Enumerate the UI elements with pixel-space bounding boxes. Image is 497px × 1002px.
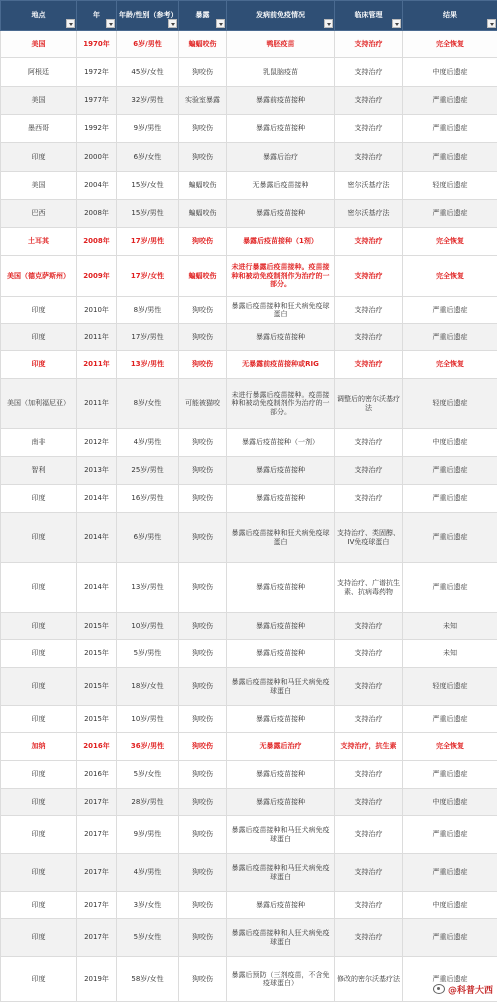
table-row (1, 854, 497, 892)
cell-clinical-management: 支持治疗 (335, 816, 403, 854)
table-row (1, 733, 497, 761)
cell-age-sex: 3岁/女性 (117, 892, 179, 919)
cell-location: 印度 (1, 816, 77, 854)
table-row (1, 640, 497, 668)
cell-outcome: 轻度后遗症 (403, 379, 497, 429)
cell-exposure: 狗咬伤 (179, 640, 227, 668)
cell-immunization: 暴露后疫苗接种（1剂） (227, 228, 335, 256)
cell-age-sex: 17岁/女性 (117, 256, 179, 297)
filter-dropdown-icon[interactable] (392, 19, 401, 28)
cell-immunization: 暴露后疫苗接种 (227, 640, 335, 668)
cell-clinical-management: 支持治疗 (335, 256, 403, 297)
cell-outcome: 未知 (403, 640, 497, 668)
header-outcome[interactable]: 结果 (403, 1, 497, 31)
cell-location: 印度 (1, 706, 77, 733)
filter-dropdown-icon[interactable] (106, 19, 115, 28)
cell-age-sex: 5岁/女性 (117, 761, 179, 789)
filter-dropdown-icon[interactable] (168, 19, 177, 28)
cell-outcome: 严重后遗症 (403, 87, 497, 115)
cell-immunization: 暴露后疫苗接种 (227, 789, 335, 816)
table-row (1, 957, 497, 1002)
cell-year: 2015年 (77, 613, 117, 640)
header-location[interactable]: 地点 (1, 1, 77, 31)
cell-exposure: 狗咬伤 (179, 324, 227, 351)
cell-location: 南非 (1, 429, 77, 457)
cell-immunization: 暴露后疫苗接种和马狂犬病免疫球蛋白 (227, 668, 335, 706)
cell-age-sex: 9岁/男性 (117, 115, 179, 143)
cell-exposure: 狗咬伤 (179, 892, 227, 919)
cell-location: 印度 (1, 640, 77, 668)
cell-location: 土耳其 (1, 228, 77, 256)
table-row (1, 228, 497, 256)
cell-clinical-management: 支持治疗 (335, 789, 403, 816)
table-row (1, 513, 497, 563)
cell-year: 2008年 (77, 228, 117, 256)
cell-location: 印度 (1, 919, 77, 957)
cell-clinical-management: 密尔沃基疗法 (335, 172, 403, 200)
cell-location: 印度 (1, 761, 77, 789)
cell-immunization: 未进行暴露后疫苗接种。疫苗接种和被动免疫制剂作为治疗的一部分。 (227, 256, 335, 297)
cell-age-sex: 13岁/男性 (117, 351, 179, 379)
cell-location: 印度 (1, 957, 77, 1002)
cell-outcome: 严重后遗症 (403, 200, 497, 228)
cell-age-sex: 28岁/男性 (117, 789, 179, 816)
cell-outcome: 完全恢复 (403, 256, 497, 297)
cell-outcome: 严重后遗症 (403, 485, 497, 513)
table-row (1, 200, 497, 228)
cell-location: 美国 (1, 31, 77, 58)
cell-clinical-management: 支持治疗，抗生素 (335, 733, 403, 761)
cell-age-sex: 4岁/男性 (117, 854, 179, 892)
table-row (1, 143, 497, 172)
cell-location: 巴西 (1, 200, 77, 228)
cell-exposure: 蝙蝠咬伤 (179, 31, 227, 58)
table-row (1, 563, 497, 613)
cell-year: 2017年 (77, 816, 117, 854)
cell-outcome: 严重后遗症 (403, 854, 497, 892)
cell-immunization: 暴露后疫苗接种 (227, 613, 335, 640)
cell-outcome: 严重后遗症 (403, 115, 497, 143)
cell-exposure: 狗咬伤 (179, 957, 227, 1002)
cell-outcome: 严重后遗症 (403, 563, 497, 613)
cell-exposure: 狗咬伤 (179, 485, 227, 513)
table-row (1, 919, 497, 957)
cell-exposure: 狗咬伤 (179, 429, 227, 457)
cell-exposure: 狗咬伤 (179, 919, 227, 957)
cell-year: 1972年 (77, 58, 117, 87)
cell-location: 美国（德克萨斯州） (1, 256, 77, 297)
cell-age-sex: 6岁/女性 (117, 143, 179, 172)
cell-location: 印度 (1, 143, 77, 172)
cell-clinical-management: 支持治疗 (335, 854, 403, 892)
cell-year: 2012年 (77, 429, 117, 457)
cell-location: 印度 (1, 854, 77, 892)
cell-outcome: 中度后遗症 (403, 58, 497, 87)
cell-year: 2009年 (77, 256, 117, 297)
cell-clinical-management: 支持治疗 (335, 143, 403, 172)
cell-immunization: 暴露后疫苗接种 (227, 457, 335, 485)
cell-immunization: 暴露后疫苗接种和狂犬病免疫球蛋白 (227, 297, 335, 324)
cell-year: 2004年 (77, 172, 117, 200)
cell-year: 2011年 (77, 379, 117, 429)
cell-year: 1977年 (77, 87, 117, 115)
cell-outcome: 严重后遗症 (403, 324, 497, 351)
cell-location: 智利 (1, 457, 77, 485)
cell-location: 印度 (1, 297, 77, 324)
cell-exposure: 蝙蝠咬伤 (179, 172, 227, 200)
table-row (1, 58, 497, 87)
cell-immunization: 乳鼠脑疫苗 (227, 58, 335, 87)
cell-outcome: 严重后遗症 (403, 919, 497, 957)
cell-immunization: 暴露后疫苗接种 (227, 324, 335, 351)
cell-clinical-management: 支持治疗 (335, 115, 403, 143)
header-immunization[interactable]: 发病前免疫情况 (227, 1, 335, 31)
cell-year: 2014年 (77, 485, 117, 513)
cell-year: 2011年 (77, 351, 117, 379)
table-row (1, 429, 497, 457)
header-clinical-management[interactable]: 临床管理 (335, 1, 403, 31)
cell-location: 美国 (1, 172, 77, 200)
cell-outcome: 严重后遗症 (403, 457, 497, 485)
cell-clinical-management: 支持治疗、类固醇、IV免疫球蛋白 (335, 513, 403, 563)
cell-location: 墨西哥 (1, 115, 77, 143)
cell-year: 1970年 (77, 31, 117, 58)
cell-age-sex: 6岁/男性 (117, 513, 179, 563)
cell-clinical-management: 支持治疗 (335, 485, 403, 513)
cell-age-sex: 5岁/女性 (117, 919, 179, 957)
cell-exposure: 狗咬伤 (179, 297, 227, 324)
header-age-sex[interactable]: 年龄/性别（参考） (117, 1, 179, 31)
table-row (1, 761, 497, 789)
table-row (1, 816, 497, 854)
cell-immunization: 暴露后疫苗接种 (227, 761, 335, 789)
cell-exposure: 狗咬伤 (179, 457, 227, 485)
cell-immunization: 暴露后疫苗接种 (227, 200, 335, 228)
cell-immunization: 暴露后疫苗接种 (227, 115, 335, 143)
cell-immunization: 暴露后预防（三剂疫苗，不含免疫球蛋白） (227, 957, 335, 1002)
cell-age-sex: 10岁/男性 (117, 706, 179, 733)
cell-clinical-management: 支持治疗 (335, 668, 403, 706)
cell-exposure: 狗咬伤 (179, 143, 227, 172)
cell-location: 印度 (1, 485, 77, 513)
cell-year: 2008年 (77, 200, 117, 228)
table-row (1, 789, 497, 816)
cell-exposure: 蝙蝠咬伤 (179, 200, 227, 228)
cell-year: 2014年 (77, 563, 117, 613)
table-row (1, 115, 497, 143)
cell-location: 美国 (1, 87, 77, 115)
cell-clinical-management: 支持治疗 (335, 706, 403, 733)
filter-dropdown-icon[interactable] (487, 19, 496, 28)
table-row (1, 379, 497, 429)
cell-outcome: 未知 (403, 613, 497, 640)
cell-exposure: 实验室暴露 (179, 87, 227, 115)
cell-clinical-management: 支持治疗 (335, 324, 403, 351)
cell-outcome: 严重后遗症 (403, 816, 497, 854)
cell-clinical-management: 支持治疗 (335, 892, 403, 919)
cell-age-sex: 17岁/男性 (117, 324, 179, 351)
cell-location: 印度 (1, 789, 77, 816)
cell-immunization: 暴露后治疗 (227, 143, 335, 172)
cell-age-sex: 6岁/男性 (117, 31, 179, 58)
cell-year: 2016年 (77, 761, 117, 789)
table-row (1, 613, 497, 640)
cell-clinical-management: 支持治疗 (335, 761, 403, 789)
cell-immunization: 暴露后疫苗接种 (227, 485, 335, 513)
cell-location: 印度 (1, 351, 77, 379)
table-row (1, 485, 497, 513)
cell-immunization: 暴露前疫苗接种 (227, 87, 335, 115)
cell-exposure: 狗咬伤 (179, 668, 227, 706)
cell-age-sex: 8岁/男性 (117, 297, 179, 324)
cell-outcome: 完全恢复 (403, 733, 497, 761)
cell-age-sex: 45岁/女性 (117, 58, 179, 87)
cell-immunization: 无暴露后治疗 (227, 733, 335, 761)
filter-dropdown-icon[interactable] (324, 19, 333, 28)
cell-age-sex: 15岁/女性 (117, 172, 179, 200)
cell-immunization: 暴露后疫苗接种和马狂犬病免疫球蛋白 (227, 816, 335, 854)
cell-outcome: 严重后遗症 (403, 957, 497, 1002)
cell-year: 2017年 (77, 892, 117, 919)
cell-age-sex: 32岁/男性 (117, 87, 179, 115)
table-row (1, 31, 497, 58)
cell-immunization: 鸭胚疫苗 (227, 31, 335, 58)
watermark-text: @科普大西 (448, 983, 493, 996)
cell-exposure: 狗咬伤 (179, 563, 227, 613)
cell-year: 2016年 (77, 733, 117, 761)
cell-clinical-management: 密尔沃基疗法 (335, 200, 403, 228)
cell-age-sex: 13岁/男性 (117, 563, 179, 613)
cell-clinical-management: 支持治疗 (335, 297, 403, 324)
cell-age-sex: 5岁/男性 (117, 640, 179, 668)
cell-clinical-management: 支持治疗 (335, 640, 403, 668)
cell-year: 2019年 (77, 957, 117, 1002)
cell-clinical-management: 调整后的密尔沃基疗法 (335, 379, 403, 429)
cell-outcome: 严重后遗症 (403, 761, 497, 789)
cell-location: 印度 (1, 668, 77, 706)
cell-exposure: 狗咬伤 (179, 58, 227, 87)
table-row (1, 668, 497, 706)
cell-exposure: 狗咬伤 (179, 706, 227, 733)
cell-clinical-management: 支持治疗 (335, 457, 403, 485)
cell-outcome: 严重后遗症 (403, 297, 497, 324)
cell-year: 2015年 (77, 706, 117, 733)
cell-location: 美国（加利福尼亚） (1, 379, 77, 429)
cell-year: 1992年 (77, 115, 117, 143)
cell-immunization: 暴露后疫苗接种和人狂犬病免疫球蛋白 (227, 919, 335, 957)
cell-location: 印度 (1, 324, 77, 351)
cell-immunization: 暴露后疫苗接种 (227, 892, 335, 919)
cell-immunization: 无暴露前疫苗接种或RIG (227, 351, 335, 379)
cell-exposure: 狗咬伤 (179, 613, 227, 640)
cell-year: 2013年 (77, 457, 117, 485)
cell-age-sex: 16岁/男性 (117, 485, 179, 513)
table-body (1, 31, 497, 1002)
table-row (1, 172, 497, 200)
cell-year: 2017年 (77, 854, 117, 892)
cell-exposure: 狗咬伤 (179, 351, 227, 379)
cell-location: 印度 (1, 613, 77, 640)
cell-exposure: 可能被猫咬 (179, 379, 227, 429)
cell-age-sex: 8岁/女性 (117, 379, 179, 429)
cell-exposure: 狗咬伤 (179, 761, 227, 789)
cell-outcome: 中度后遗症 (403, 789, 497, 816)
filter-dropdown-icon[interactable] (66, 19, 75, 28)
cell-outcome: 完全恢复 (403, 31, 497, 58)
cell-exposure: 狗咬伤 (179, 513, 227, 563)
cell-location: 加纳 (1, 733, 77, 761)
cell-age-sex: 58岁/女性 (117, 957, 179, 1002)
cell-exposure: 狗咬伤 (179, 733, 227, 761)
cell-year: 2010年 (77, 297, 117, 324)
cell-year: 2000年 (77, 143, 117, 172)
cell-clinical-management: 支持治疗 (335, 58, 403, 87)
cell-outcome: 严重后遗症 (403, 706, 497, 733)
header-row (1, 1, 497, 31)
cell-exposure: 狗咬伤 (179, 816, 227, 854)
cell-age-sex: 10岁/男性 (117, 613, 179, 640)
cell-location: 印度 (1, 563, 77, 613)
cell-year: 2017年 (77, 789, 117, 816)
cell-outcome: 完全恢复 (403, 351, 497, 379)
cell-clinical-management: 修改的密尔沃基疗法 (335, 957, 403, 1002)
cell-clinical-management: 支持治疗 (335, 613, 403, 640)
header-exposure[interactable]: 暴露 (179, 1, 227, 31)
cell-exposure: 狗咬伤 (179, 854, 227, 892)
cell-clinical-management: 支持治疗、广谱抗生素、抗病毒药物 (335, 563, 403, 613)
cell-immunization: 暴露后疫苗接种和马狂犬病免疫球蛋白 (227, 854, 335, 892)
cell-year: 2015年 (77, 668, 117, 706)
table-row (1, 256, 497, 297)
cell-clinical-management: 支持治疗 (335, 228, 403, 256)
cell-age-sex: 25岁/男性 (117, 457, 179, 485)
cell-age-sex: 9岁/男性 (117, 816, 179, 854)
table-row (1, 87, 497, 115)
cell-age-sex: 17岁/男性 (117, 228, 179, 256)
cell-age-sex: 36岁/男性 (117, 733, 179, 761)
table-row (1, 892, 497, 919)
cell-year: 2017年 (77, 919, 117, 957)
cell-outcome: 轻度后遗症 (403, 172, 497, 200)
cell-clinical-management: 支持治疗 (335, 429, 403, 457)
cell-age-sex: 18岁/女性 (117, 668, 179, 706)
cell-location: 阿根廷 (1, 58, 77, 87)
cell-exposure: 狗咬伤 (179, 228, 227, 256)
table-row (1, 297, 497, 324)
cell-clinical-management: 支持治疗 (335, 351, 403, 379)
cell-clinical-management: 支持治疗 (335, 919, 403, 957)
filter-dropdown-icon[interactable] (216, 19, 225, 28)
cell-immunization: 暴露后疫苗接种和狂犬病免疫球蛋白 (227, 513, 335, 563)
cell-location: 印度 (1, 513, 77, 563)
cell-immunization: 暴露后疫苗接种 (227, 706, 335, 733)
cell-immunization: 暴露后疫苗接种 (227, 563, 335, 613)
cell-immunization: 暴露后疫苗接种（一剂） (227, 429, 335, 457)
cell-clinical-management: 支持治疗 (335, 87, 403, 115)
cell-year: 2015年 (77, 640, 117, 668)
table-row (1, 324, 497, 351)
table-row (1, 351, 497, 379)
cell-outcome: 严重后遗症 (403, 143, 497, 172)
cell-clinical-management: 支持治疗 (335, 31, 403, 58)
watermark (433, 982, 493, 996)
cell-outcome: 中度后遗症 (403, 892, 497, 919)
cell-outcome: 严重后遗症 (403, 513, 497, 563)
weibo-logo-icon (433, 984, 445, 994)
cell-immunization: 未进行暴露后疫苗接种。疫苗接种和被动免疫制剂作为治疗的一部分。 (227, 379, 335, 429)
table-row (1, 457, 497, 485)
cell-age-sex: 15岁/男性 (117, 200, 179, 228)
table-row (1, 706, 497, 733)
cell-outcome: 中度后遗症 (403, 429, 497, 457)
cell-year: 2011年 (77, 324, 117, 351)
cell-exposure: 蝙蝠咬伤 (179, 256, 227, 297)
header-year[interactable]: 年 (77, 1, 117, 31)
cell-exposure: 狗咬伤 (179, 789, 227, 816)
cell-exposure: 狗咬伤 (179, 115, 227, 143)
cell-immunization: 无暴露后疫苗接种 (227, 172, 335, 200)
cell-year: 2014年 (77, 513, 117, 563)
cell-location: 印度 (1, 892, 77, 919)
cell-outcome: 完全恢复 (403, 228, 497, 256)
cell-age-sex: 4岁/男性 (117, 429, 179, 457)
cell-outcome: 轻度后遗症 (403, 668, 497, 706)
